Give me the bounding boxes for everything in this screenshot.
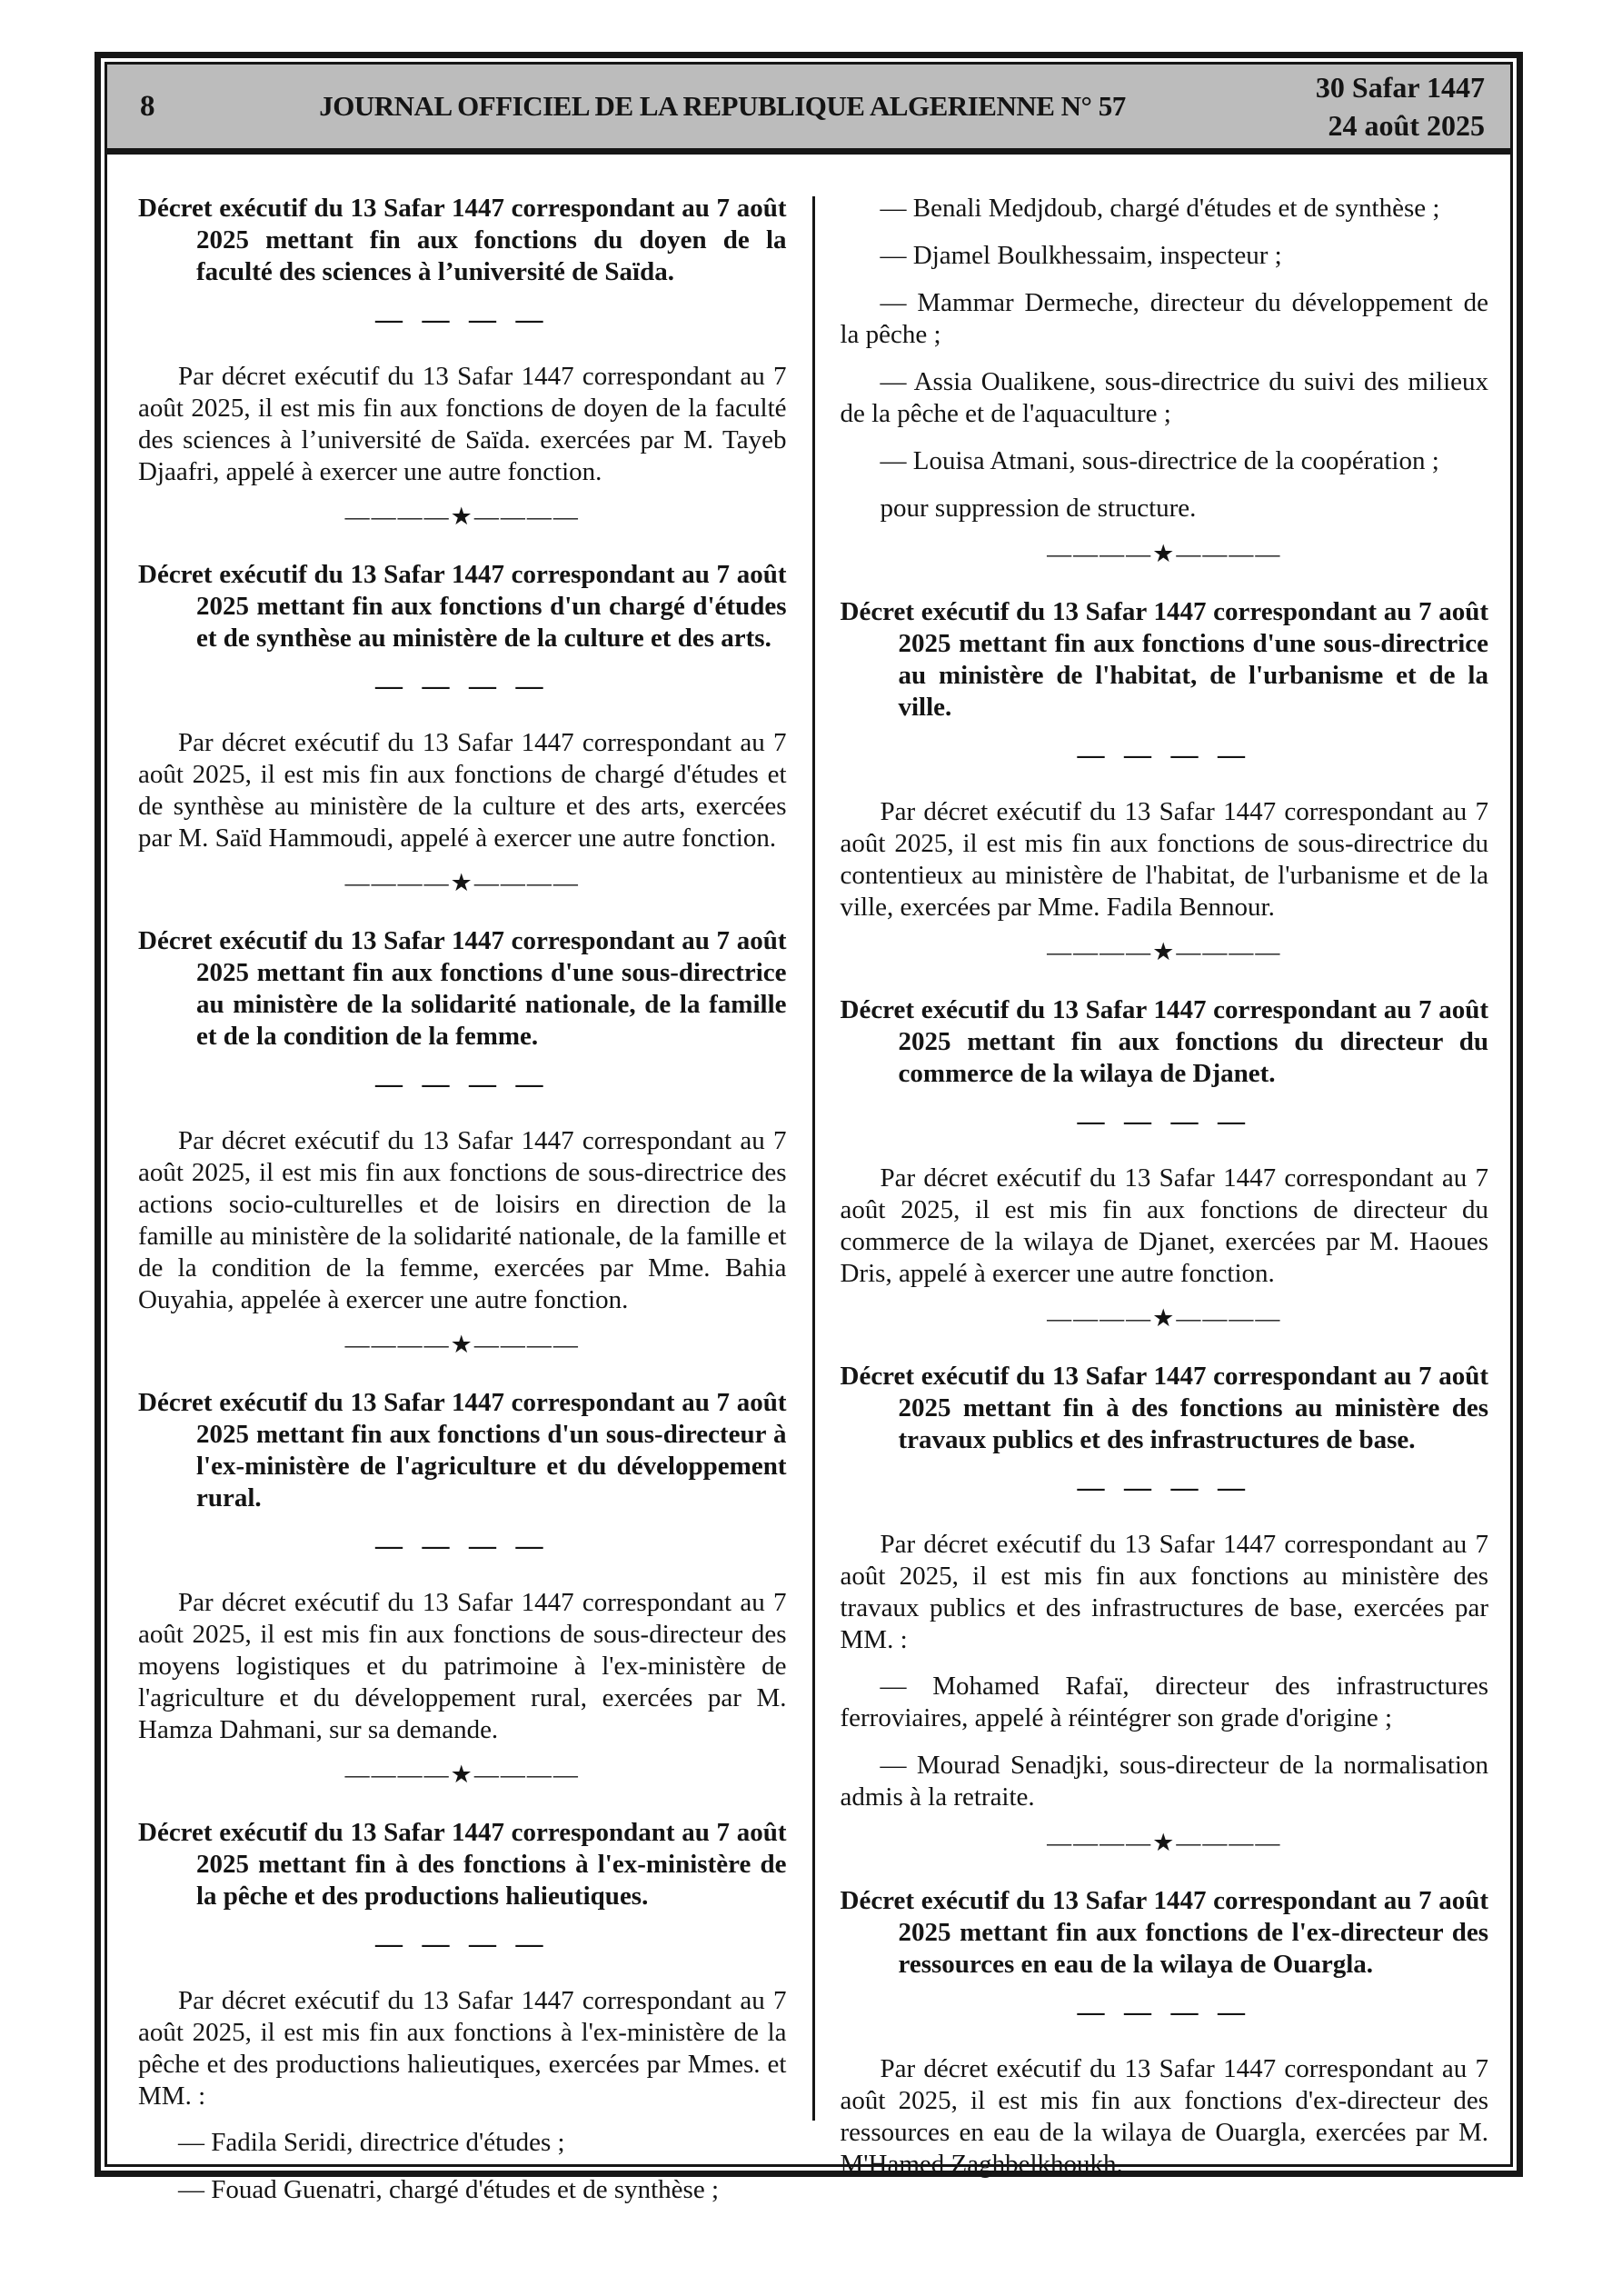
decree-paragraph: Par décret exécutif du 13 Safar 1447 correspondant au 7 août 2025, il est mis fin aux fonctions de chargé d'études et de synthèse au ministère de la culture et des arts, exercées par M. Saïd Hammoudi, appelé à exercer une autre fonction. [138,728,787,853]
date-gregorian: 24 août 2025 [1328,109,1485,142]
decree-paragraph: Par décret exécutif du 13 Safar 1447 correspondant au 7 août 2025, il est mis fin aux fonctions de sous-directrice du contentieux au ministère de l'habitat, de l'urbanisme et de la ville, exercées par Mme. Fadila Bennour. [840,797,1488,922]
decree-title: Décret exécutif du 13 Safar 1447 correspondant au 7 août 2025 mettant fin à des fonctions au ministère des travaux publics et des infrastructures de base. [840,1362,1488,1454]
page-number: 8 [140,89,155,123]
star-separator: ————★———— [344,1331,580,1358]
dash-separator: — — — — [1077,1106,1251,1136]
star-separator: ————★———— [1047,938,1282,965]
decree-paragraph: Par décret exécutif du 13 Safar 1447 correspondant au 7 août 2025, il est mis fin aux fonctions de doyen de la faculté des sciences à l’université de Saïda. exercées par M. Tayeb Djaafri, appelé à exercer une autre fonction. [138,362,787,486]
decree-title: Décret exécutif du 13 Safar 1447 correspondant au 7 août 2025 mettant fin aux fonctions d'une sous-directrice au ministère de la solidarité nationale, de la famille et de la condition de la femme. [138,926,787,1051]
decree-paragraph: Par décret exécutif du 13 Safar 1447 correspondant au 7 août 2025, il est mis fin aux fonctions de directeur du commerce de la wilaya de Djanet, exercées par M. Haoues Dris, appelé à exercer une autre fonction. [840,1163,1488,1288]
decree-block [841,1361,1489,1856]
decree-block [138,559,787,896]
dash-separator: — — — — [375,1929,550,1959]
decree-paragraph: Par décret exécutif du 13 Safar 1447 correspondant au 7 août 2025, il est mis fin aux fonctions au ministère des travaux publics et des infrastructures de base, exercées par MM. : [840,1530,1488,1654]
decree-block [841,994,1489,1332]
journal-title: JOURNAL OFFICIEL DE LA REPUBLIQUE ALGERIENNE N° 57 [319,90,1126,122]
dash-separator: — — — — [1077,1997,1251,2027]
decree-block [138,925,787,1358]
decree-block [841,1885,1489,2181]
decree-list-item: — Mammar Dermeche, directeur du développement de la pêche ; [840,288,1488,349]
dash-separator: — — — — [1077,740,1251,770]
decree-title: Décret exécutif du 13 Safar 1447 correspondant au 7 août 2025 mettant fin aux fonctions d'une sous-directrice au ministère de l'habitat, de l'urbanisme et de la ville. [840,597,1488,722]
content-area [107,155,1510,2204]
decree-title: Décret exécutif du 13 Safar 1447 correspondant au 7 août 2025 mettant fin à des fonctions à l'ex-ministère de la pêche et des productions halieutiques. [138,1818,787,1911]
decree-block [138,1387,787,1788]
page-frame [95,52,1523,2204]
decree-list-item: — Mohamed Rafaï, directeur des infrastructures ferroviaires, appelé à réintégrer son grade d'origine ; [840,1672,1488,1732]
decree-list-item: — Mourad Senadjki, sous-directeur de la normalisation admis à la retraite. [840,1751,1488,1812]
page-header [107,65,1510,155]
decree-paragraph: Par décret exécutif du 13 Safar 1447 correspondant au 7 août 2025, il est mis fin aux fonctions de sous-directeur des moyens logistiques et du patrimoine à l'ex-ministère de l'agriculture et du développement rural, exercées par M. Hamza Dahmani, sur sa demande. [138,1588,787,1744]
left-column [138,193,812,2204]
decree-paragraph: Par décret exécutif du 13 Safar 1447 correspondant au 7 août 2025, il est mis fin aux fonctions d'ex-directeur des ressources en eau de la wilaya de Ouargla, exercées par M. M'Hamed Zaghbelkhoukh. [840,2054,1488,2179]
decree-block [138,193,787,530]
dash-separator: — — — — [375,671,550,701]
dash-separator: — — — — [1077,1472,1251,1502]
date-hijri: 30 Safar 1447 [1315,71,1485,104]
decree-list-item: — Djamel Boulkhessaim, inspecteur ; [880,241,1282,270]
decree-paragraph: Par décret exécutif du 13 Safar 1447 correspondant au 7 août 2025, il est mis fin aux fonctions à l'ex-ministère de la pêche et des productions halieutiques, exercées par Mmes. et MM. : [138,1986,787,2111]
decree-title: Décret exécutif du 13 Safar 1447 correspondant au 7 août 2025 mettant fin aux fonctions d'un chargé d'études et de synthèse au ministère de la culture et des arts. [138,560,787,653]
page-frame-inner [104,62,1513,2204]
decree-paragraph: Par décret exécutif du 13 Safar 1447 correspondant au 7 août 2025, il est mis fin aux fonctions de sous-directrice des actions socio-culturelles et de loisirs en direction de la famille au ministère de la solidarité nationale, de la famille et de la condition de la femme, exercées par Mme. Bahia Ouyahia, appelée à exercer une autre fonction. [138,1126,787,1314]
decree-title: Décret exécutif du 13 Safar 1447 correspondant au 7 août 2025 mettant fin aux fonctions d'un sous-directeur à l'ex-ministère de l'agriculture et du développement rural. [138,1388,787,1512]
decree-list-item: — Fadila Seridi, directrice d'études ; [178,2128,565,2157]
star-separator: ————★———— [344,503,580,530]
decree-block [841,596,1489,965]
star-separator: ————★———— [1047,1829,1282,1856]
dash-separator: — — — — [375,304,550,334]
star-separator: ————★———— [1047,540,1282,567]
decree-title: Décret exécutif du 13 Safar 1447 correspondant au 7 août 2025 mettant fin aux fonctions de l'ex-directeur des ressources en eau de la wilaya de Ouargla. [840,1886,1488,1979]
dash-separator: — — — — [375,1069,550,1099]
star-separator: ————★———— [344,1761,580,1788]
decree-list-item: — Benali Medjdoub, chargé d'études et de synthèse ; [880,194,1440,223]
star-separator: ————★———— [1047,1304,1282,1332]
right-column [815,193,1489,2179]
decree-list-item: — Fouad Guenatri, chargé d'études et de synthèse ; [178,2175,719,2204]
star-separator: ————★———— [344,869,580,896]
dash-separator: — — — — [375,1531,550,1561]
decree-list-item: — Louisa Atmani, sous-directrice de la coopération ; [880,446,1439,475]
decree-title: Décret exécutif du 13 Safar 1447 correspondant au 7 août 2025 mettant fin aux fonctions du doyen de la faculté des sciences à l’université de Saïda. [138,194,787,286]
publication-dates [1229,68,1510,145]
decree-block [138,1817,787,2206]
decree-list-item: — Assia Oualikene, sous-directrice du suivi des milieux de la pêche et de l'aquaculture ; [840,367,1488,428]
decree-title: Décret exécutif du 13 Safar 1447 correspondant au 7 août 2025 mettant fin aux fonctions du directeur du commerce de la wilaya de Djanet. [840,995,1488,1088]
list-closing-note: pour suppression de structure. [880,494,1197,523]
decree-continuation-block [841,193,1489,567]
